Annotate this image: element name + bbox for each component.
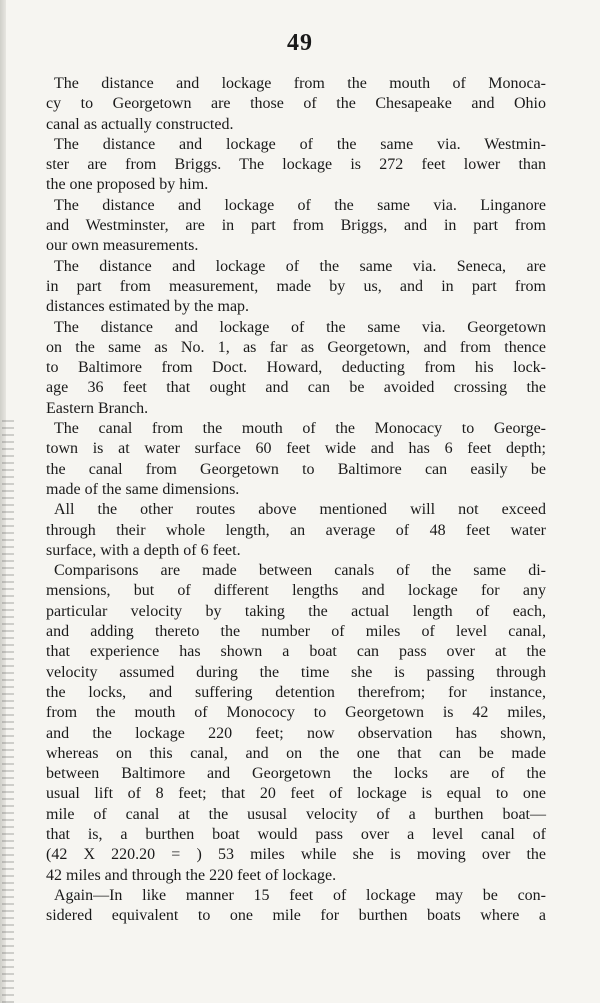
text-line: usual lift of 8 feet; that 20 feet of lockage is equal to one: [46, 785, 546, 803]
text-line: the one proposed by him.: [46, 176, 209, 194]
page-number: 49: [287, 30, 313, 56]
text-line: and adding thereto the number of miles of level canal,: [46, 623, 546, 641]
text-line: from the mouth of Monococy to Georgetown is 42 miles,: [46, 704, 546, 722]
body-text: [46, 74, 546, 926]
text-line: surface, with a depth of 6 feet.: [46, 541, 241, 559]
paragraph: [46, 257, 546, 318]
text-line: (42 X 220.20 = ) 53 miles while she is moving over the: [46, 846, 546, 864]
text-line: through their whole length, an average of 48 feet water: [46, 521, 546, 539]
paragraph: [46, 419, 546, 500]
text-line: the locks, and suffering detention therefrom; for instance,: [46, 683, 546, 701]
paragraph: [46, 561, 546, 886]
text-line: whereas on this canal, and on the one that can be made: [46, 744, 546, 762]
text-line: sidered equivalent to one mile for burthen boats where a: [46, 907, 546, 925]
text-line: Again—In like manner 15 feet of lockage may be con-: [54, 886, 546, 904]
text-line: cy to Georgetown are those of the Chesapeake and Ohio: [46, 95, 546, 113]
text-line: Eastern Branch.: [46, 399, 149, 417]
text-line: between Baltimore and Georgetown the locks are of the: [46, 765, 546, 783]
text-line: Comparisons are made between canals of the same di-: [54, 562, 546, 580]
text-line: mensions, but of different lengths and lockage for any: [46, 582, 546, 600]
text-line: canal as actually constructed.: [46, 115, 234, 133]
text-line: All the other routes above mentioned will not exceed: [54, 501, 546, 519]
text-line: that experience has shown a boat can pass over at the: [46, 643, 546, 661]
text-line: our own measurements.: [46, 237, 199, 255]
text-line: distances estimated by the map.: [46, 298, 250, 316]
text-line: in part from measurement, made by us, and in part from: [46, 277, 546, 295]
text-line: age 36 feet that ought and can be avoided crossing the: [46, 379, 546, 397]
text-line: mile of canal at the ususal velocity of a burthen boat—: [46, 805, 546, 823]
text-line: The distance and lockage of the same via. Georgetown: [54, 318, 546, 336]
paragraph: [46, 196, 546, 257]
text-line: The distance and lockage from the mouth of Monoca-: [54, 75, 546, 92]
text-line: The distance and lockage of the same via. Linganore: [54, 196, 546, 214]
text-line: to Baltimore from Doct. Howard, deducting from his lock-: [46, 359, 546, 377]
text-line: the canal from Georgetown to Baltimore can easily be: [46, 460, 546, 478]
paragraph: [46, 500, 546, 561]
paragraph: [46, 74, 546, 135]
text-line: made of the same dimensions.: [46, 480, 240, 498]
text-line: that is, a burthen boat would pass over a level canal of: [46, 825, 546, 843]
text-line: The distance and lockage of the same via. Westmin-: [54, 135, 546, 153]
text-line: and Westminster, are in part from Briggs, and in part from: [46, 217, 546, 235]
text-line: on the same as No. 1, as far as Georgetown, and from thence: [46, 338, 546, 356]
text-line: velocity assumed during the time she is passing through: [46, 663, 546, 681]
text-line: 42 miles and through the 220 feet of lockage.: [46, 866, 337, 884]
binding-marks: [2, 420, 14, 1003]
text-line: town is at water surface 60 feet wide and has 6 feet depth;: [46, 440, 546, 458]
paragraph: [46, 318, 546, 419]
paragraph: [46, 886, 546, 927]
text-line: particular velocity by taking the actual length of each,: [46, 602, 546, 620]
text-line: ster are from Briggs. The lockage is 272 feet lower than: [46, 156, 546, 174]
text-line: The canal from the mouth of the Monocacy to George-: [54, 420, 546, 438]
paragraph: [46, 135, 546, 196]
text-line: The distance and lockage of the same via. Seneca, are: [54, 257, 546, 275]
text-line: and the lockage 220 feet; now observation has shown,: [46, 724, 546, 742]
